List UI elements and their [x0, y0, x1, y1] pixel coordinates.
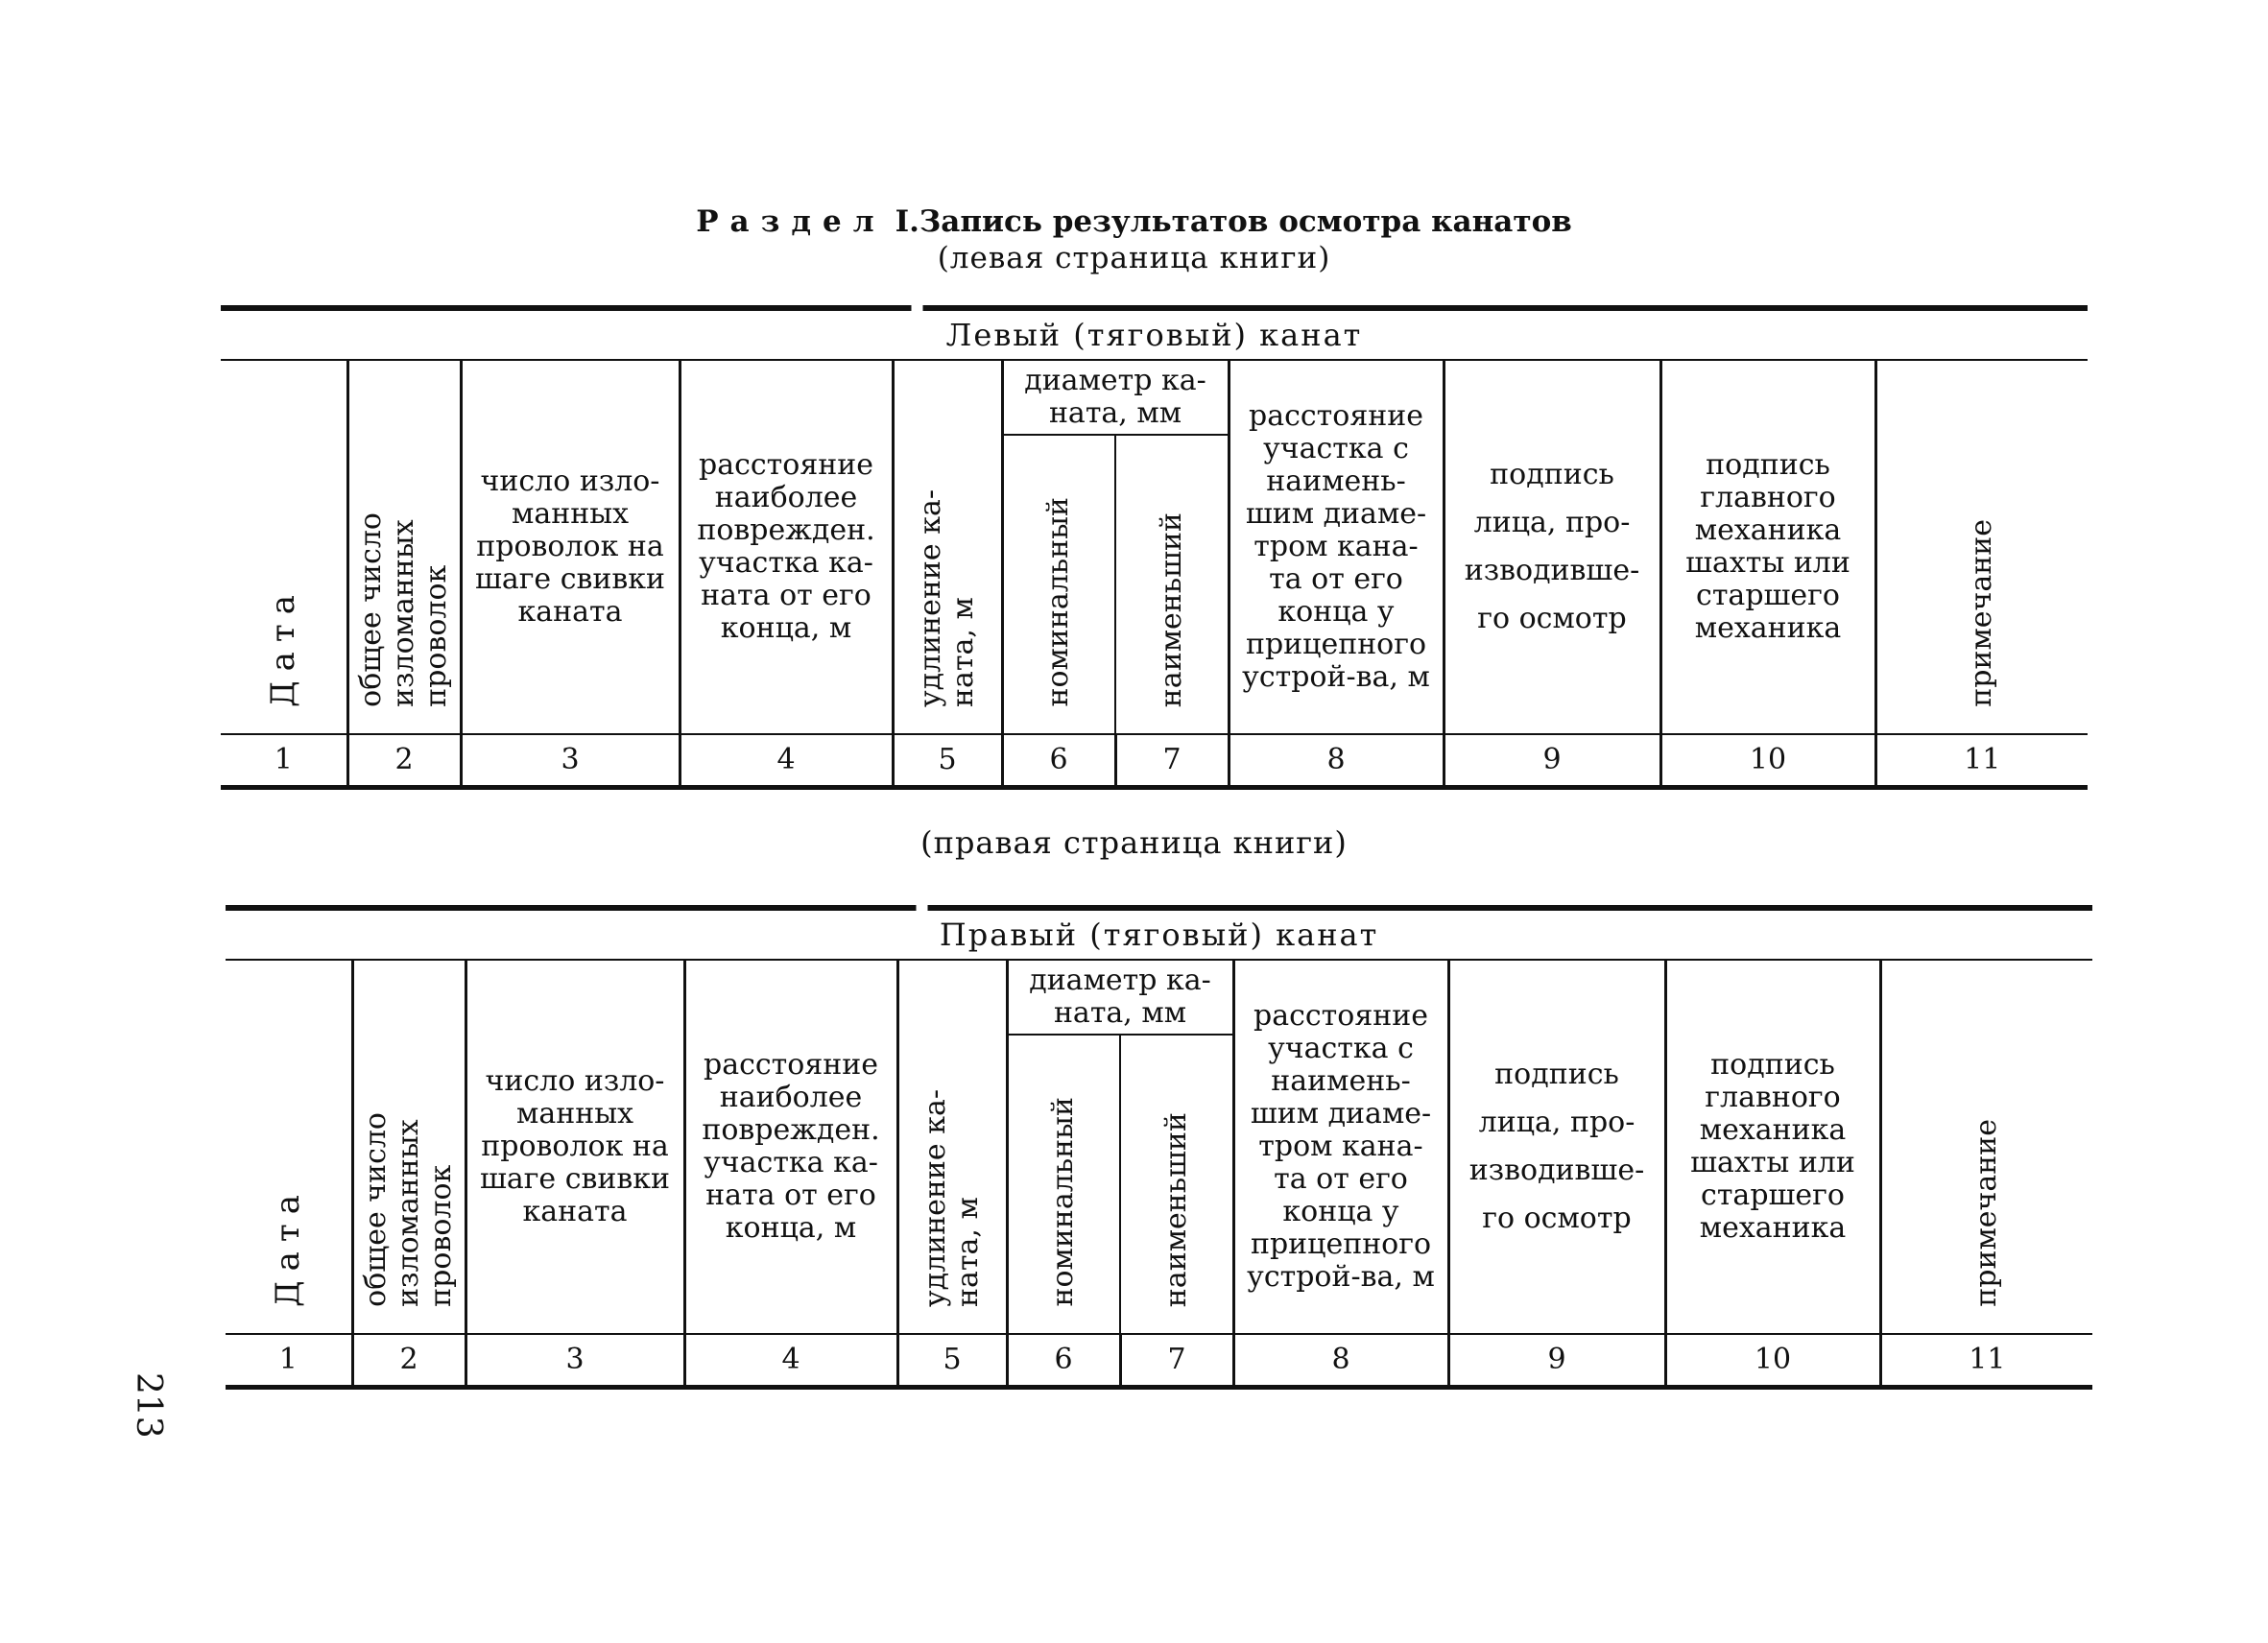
- col-header-min-diameter-distance-text: расстояние участка с наимень- шим диаме- тром кана- та от его конца у прицепного устрой-ва, м: [1247, 999, 1435, 1294]
- col-header-mechanic-signature: [1660, 360, 1875, 734]
- col-header-nominal: [1002, 435, 1115, 734]
- col-header-mechanic-signature: [1665, 960, 1880, 1334]
- col-header-nominal-text: номинальный: [1046, 1097, 1081, 1307]
- col-header-damaged-distance-text: расстояние наиболее поврежден. участка ка- ната от его конца, м: [697, 448, 875, 645]
- column-number: 1: [226, 1334, 352, 1388]
- col-header-diameter-group-text: диаметр ка- ната, мм: [1029, 964, 1211, 1030]
- col-header-note: [1880, 960, 2092, 1334]
- column-number: 7: [1120, 1334, 1233, 1388]
- column-number: 3: [461, 734, 680, 788]
- col-header-elongation: [897, 960, 1007, 1334]
- column-number: 2: [352, 1334, 466, 1388]
- col-header-elongation-text: удлинение ка- ната, м: [914, 489, 980, 707]
- col-header-total-broken: [347, 360, 461, 734]
- left-rope-table: [221, 311, 2088, 790]
- column-number: 10: [1660, 734, 1875, 788]
- section-title: [0, 203, 2268, 240]
- section-title-prefix: Раздел: [696, 204, 886, 239]
- column-number: 8: [1233, 1334, 1448, 1388]
- right-page-caption: (правая страница книги): [920, 824, 1348, 861]
- rope-group-header: Правый (тяговый) канат: [226, 911, 2092, 960]
- right-rope-table: [226, 911, 2092, 1390]
- column-number: 6: [1002, 734, 1115, 788]
- col-header-min-diameter-distance-text: расстояние участка с наимень- шим диаме- тром кана- та от его конца у прицепного устрой-ва, м: [1242, 399, 1430, 694]
- column-number: 4: [680, 734, 893, 788]
- col-header-note: [1875, 360, 2088, 734]
- column-number: 10: [1665, 1334, 1880, 1388]
- left-page-subtitle: (левая страница книги): [937, 241, 1331, 275]
- col-header-note-text: примечание: [1970, 1119, 2004, 1307]
- col-header-total-broken: [352, 960, 466, 1334]
- col-header-diameter-group: [1002, 360, 1229, 435]
- column-number: 3: [466, 1334, 684, 1388]
- col-header-damaged-distance-text: расстояние наиболее поврежден. участка ка- ната от его конца, м: [702, 1048, 880, 1245]
- column-number: 7: [1115, 734, 1229, 788]
- col-header-nominal-text: номинальный: [1041, 497, 1076, 707]
- col-header-inspector-signature-text: подпись лица, про- изводивше- го осмотр: [1468, 1058, 1645, 1235]
- page-number: 213: [129, 1372, 168, 1439]
- column-number: 8: [1229, 734, 1444, 788]
- col-header-total-broken-text: общее число изломанных проволок: [359, 1112, 458, 1307]
- column-number: 9: [1448, 1334, 1665, 1388]
- col-header-smallest-text: наименьший: [1158, 1111, 1193, 1307]
- col-header-diameter-group: [1007, 960, 1233, 1035]
- column-number: 5: [893, 734, 1002, 788]
- column-number: 9: [1444, 734, 1660, 788]
- col-header-smallest: [1120, 1035, 1233, 1334]
- col-header-smallest: [1115, 435, 1229, 734]
- col-header-total-broken-text: общее число изломанных проволок: [354, 512, 453, 707]
- col-header-broken-per-lay-text: число изло- манных проволок на шаге свивки каната: [479, 1064, 671, 1228]
- col-header-broken-per-lay: [461, 360, 680, 734]
- col-header-date: [226, 960, 352, 1334]
- column-number: 6: [1007, 1334, 1120, 1388]
- col-header-mechanic-signature-text: подпись главного механика шахты или старшего механика: [1690, 1048, 1855, 1245]
- col-header-broken-per-lay: [466, 960, 684, 1334]
- right-rope-form: [226, 905, 2092, 1385]
- col-header-elongation: [893, 360, 1002, 734]
- col-header-mechanic-signature-text: подпись главного механика шахты или старшего механика: [1685, 448, 1850, 645]
- col-header-date-text: Дата: [264, 585, 303, 707]
- col-header-inspector-signature: [1448, 960, 1665, 1334]
- col-header-date: [221, 360, 347, 734]
- col-header-min-diameter-distance: [1233, 960, 1448, 1334]
- column-number: 11: [1880, 1334, 2092, 1388]
- col-header-broken-per-lay-text: число изло- манных проволок на шаге свивки каната: [474, 464, 666, 629]
- rope-group-header: Левый (тяговый) канат: [221, 311, 2088, 360]
- col-header-diameter-group-text: диаметр ка- ната, мм: [1024, 364, 1206, 430]
- col-header-elongation-text: удлинение ка- ната, м: [919, 1089, 985, 1307]
- col-header-damaged-distance: [680, 360, 893, 734]
- column-number: 2: [347, 734, 461, 788]
- col-header-note-text: примечание: [1965, 519, 1999, 707]
- col-header-smallest-text: наименьший: [1154, 512, 1188, 707]
- column-number: 11: [1875, 734, 2088, 788]
- col-header-inspector-signature: [1444, 360, 1660, 734]
- section-title-main: I.Запись результатов осмотра канатов: [895, 204, 1572, 239]
- column-number: 4: [684, 1334, 897, 1388]
- left-rope-form: [221, 305, 2088, 785]
- col-header-damaged-distance: [684, 960, 897, 1334]
- column-number: 1: [221, 734, 347, 788]
- col-header-min-diameter-distance: [1229, 360, 1444, 734]
- col-header-nominal: [1007, 1035, 1120, 1334]
- column-number: 5: [897, 1334, 1007, 1388]
- col-header-inspector-signature-text: подпись лица, про- изводивше- го осмотр: [1464, 458, 1640, 635]
- col-header-date-text: Дата: [269, 1185, 308, 1307]
